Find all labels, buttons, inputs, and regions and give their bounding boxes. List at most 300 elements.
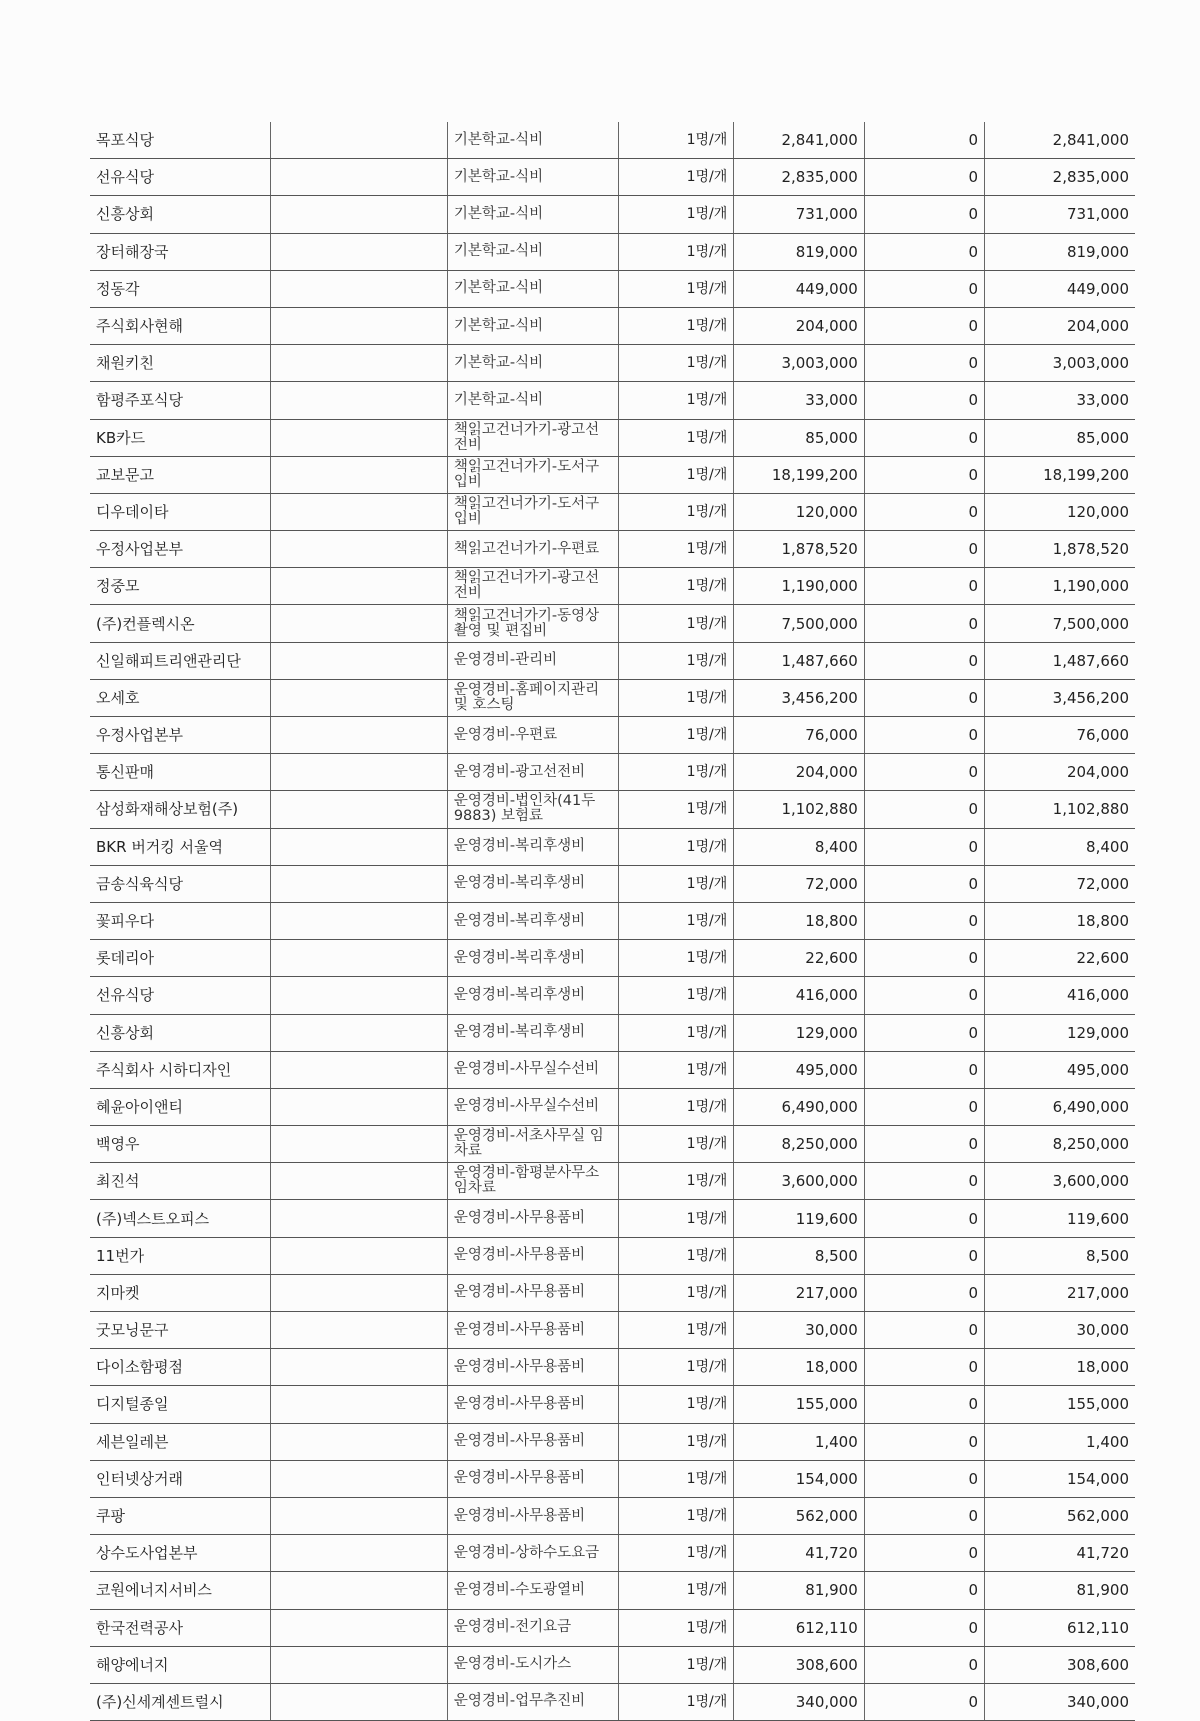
- item-cell: [447, 1126, 618, 1163]
- table-row: [90, 1572, 1135, 1609]
- unit-cell: 1명/개: [619, 1312, 734, 1349]
- item-cell: [447, 122, 618, 159]
- item-cell: [447, 828, 618, 865]
- vendor-cell: 금송식육식당: [90, 865, 271, 902]
- amount-cell: 33,000: [734, 382, 864, 419]
- total-cell: 72,000: [985, 865, 1135, 902]
- table-row: [90, 1535, 1135, 1572]
- vendor-cell: 우정사업본부: [90, 717, 271, 754]
- table-row: [90, 1497, 1135, 1534]
- item-text: 운영경비-사무실수선비: [453, 1098, 600, 1115]
- total-cell: 612,110: [985, 1609, 1135, 1646]
- unit-cell: 1명/개: [619, 717, 734, 754]
- extra-cell: 0: [864, 642, 984, 679]
- amount-cell: 18,199,200: [734, 456, 864, 493]
- unit-cell: 1명/개: [619, 159, 734, 196]
- vendor-cell: 세븐일레븐: [90, 1423, 271, 1460]
- unit-cell: 1명/개: [619, 1200, 734, 1237]
- item-cell: [447, 159, 618, 196]
- item-text: 운영경비-법인차(41두9883) 보험료: [453, 793, 596, 825]
- extra-cell: 0: [864, 456, 984, 493]
- item-text: 운영경비-복리후생비: [453, 949, 586, 966]
- item-text: 운영경비-사무용품비: [453, 1210, 586, 1227]
- vendor-cell: 주식회사현해: [90, 307, 271, 344]
- blank-cell: [271, 196, 447, 233]
- unit-cell: 1명/개: [619, 419, 734, 456]
- unit-cell: 1명/개: [619, 865, 734, 902]
- item-cell: [447, 902, 618, 939]
- blank-cell: [271, 1200, 447, 1237]
- item-cell: [447, 754, 618, 791]
- blank-cell: [271, 1312, 447, 1349]
- extra-cell: 0: [864, 122, 984, 159]
- item-cell: [447, 1051, 618, 1088]
- unit-cell: 1명/개: [619, 642, 734, 679]
- vendor-cell: 꽃피우다: [90, 902, 271, 939]
- item-cell: [447, 1572, 618, 1609]
- blank-cell: [271, 717, 447, 754]
- vendor-cell: 신일해피트리앤관리단: [90, 642, 271, 679]
- expense-rows: [90, 122, 1135, 1721]
- extra-cell: 0: [864, 1126, 984, 1163]
- extra-cell: 0: [864, 568, 984, 605]
- vendor-cell: 디우데이타: [90, 493, 271, 530]
- table-row: [90, 1163, 1135, 1200]
- table-row: [90, 382, 1135, 419]
- item-cell: [447, 1683, 618, 1720]
- table-row: [90, 307, 1135, 344]
- blank-cell: [271, 1349, 447, 1386]
- unit-cell: 1명/개: [619, 1349, 734, 1386]
- extra-cell: 0: [864, 419, 984, 456]
- extra-cell: 0: [864, 1200, 984, 1237]
- vendor-cell: (주)신세계센트럴시: [90, 1683, 271, 1720]
- total-cell: 3,456,200: [985, 679, 1135, 716]
- item-cell: [447, 1497, 618, 1534]
- blank-cell: [271, 1163, 447, 1200]
- total-cell: 18,800: [985, 902, 1135, 939]
- item-cell: [447, 196, 618, 233]
- table-row: [90, 1274, 1135, 1311]
- blank-cell: [271, 419, 447, 456]
- item-cell: [447, 1386, 618, 1423]
- total-cell: 22,600: [985, 940, 1135, 977]
- extra-cell: 0: [864, 1423, 984, 1460]
- item-cell: [447, 1646, 618, 1683]
- vendor-cell: 선유식당: [90, 159, 271, 196]
- vendor-cell: 교보문고: [90, 456, 271, 493]
- table-row: [90, 233, 1135, 270]
- unit-cell: 1명/개: [619, 531, 734, 568]
- total-cell: 3,003,000: [985, 345, 1135, 382]
- vendor-cell: (주)컨플렉시온: [90, 605, 271, 642]
- table-row: [90, 1200, 1135, 1237]
- blank-cell: [271, 345, 447, 382]
- vendor-cell: 롯데리아: [90, 940, 271, 977]
- table-row: [90, 1349, 1135, 1386]
- extra-cell: 0: [864, 679, 984, 716]
- total-cell: 30,000: [985, 1312, 1135, 1349]
- unit-cell: 1명/개: [619, 940, 734, 977]
- item-cell: [447, 1200, 618, 1237]
- amount-cell: 3,003,000: [734, 345, 864, 382]
- total-cell: 1,102,880: [985, 791, 1135, 828]
- extra-cell: 0: [864, 1312, 984, 1349]
- total-cell: 217,000: [985, 1274, 1135, 1311]
- amount-cell: 119,600: [734, 1200, 864, 1237]
- vendor-cell: 정동각: [90, 270, 271, 307]
- amount-cell: 3,456,200: [734, 679, 864, 716]
- amount-cell: 1,102,880: [734, 791, 864, 828]
- total-cell: 8,500: [985, 1237, 1135, 1274]
- amount-cell: 22,600: [734, 940, 864, 977]
- expense-table: [90, 122, 1135, 1721]
- amount-cell: 308,600: [734, 1646, 864, 1683]
- extra-cell: 0: [864, 1237, 984, 1274]
- table-row: [90, 1460, 1135, 1497]
- unit-cell: 1명/개: [619, 382, 734, 419]
- vendor-cell: 주식회사 시하디자인: [90, 1051, 271, 1088]
- extra-cell: 0: [864, 940, 984, 977]
- extra-cell: 0: [864, 382, 984, 419]
- total-cell: 18,000: [985, 1349, 1135, 1386]
- vendor-cell: 백영우: [90, 1126, 271, 1163]
- amount-cell: 30,000: [734, 1312, 864, 1349]
- item-cell: [447, 642, 618, 679]
- blank-cell: [271, 270, 447, 307]
- total-cell: 41,720: [985, 1535, 1135, 1572]
- item-cell: [447, 717, 618, 754]
- blank-cell: [271, 791, 447, 828]
- table-row: [90, 493, 1135, 530]
- table-row: [90, 605, 1135, 642]
- extra-cell: 0: [864, 1535, 984, 1572]
- table-row: [90, 1237, 1135, 1274]
- item-text: 운영경비-사무용품비: [453, 1433, 586, 1450]
- amount-cell: 204,000: [734, 754, 864, 791]
- extra-cell: 0: [864, 1014, 984, 1051]
- item-text: 운영경비-함평분사무소 임차료: [453, 1165, 600, 1197]
- total-cell: 8,400: [985, 828, 1135, 865]
- total-cell: 18,199,200: [985, 456, 1135, 493]
- amount-cell: 416,000: [734, 977, 864, 1014]
- item-cell: [447, 531, 618, 568]
- amount-cell: 155,000: [734, 1386, 864, 1423]
- vendor-cell: 쿠팡: [90, 1497, 271, 1534]
- unit-cell: 1명/개: [619, 679, 734, 716]
- total-cell: 1,487,660: [985, 642, 1135, 679]
- unit-cell: 1명/개: [619, 345, 734, 382]
- total-cell: 76,000: [985, 717, 1135, 754]
- amount-cell: 340,000: [734, 1683, 864, 1720]
- amount-cell: 18,000: [734, 1349, 864, 1386]
- item-cell: [447, 1088, 618, 1125]
- blank-cell: [271, 493, 447, 530]
- vendor-cell: 목포식당: [90, 122, 271, 159]
- blank-cell: [271, 828, 447, 865]
- blank-cell: [271, 1423, 447, 1460]
- extra-cell: 0: [864, 270, 984, 307]
- unit-cell: 1명/개: [619, 1274, 734, 1311]
- item-cell: [447, 307, 618, 344]
- table-row: [90, 159, 1135, 196]
- table-row: [90, 717, 1135, 754]
- amount-cell: 81,900: [734, 1572, 864, 1609]
- amount-cell: 18,800: [734, 902, 864, 939]
- table-row: [90, 1609, 1135, 1646]
- extra-cell: 0: [864, 1572, 984, 1609]
- amount-cell: 129,000: [734, 1014, 864, 1051]
- total-cell: 819,000: [985, 233, 1135, 270]
- total-cell: 81,900: [985, 1572, 1135, 1609]
- unit-cell: 1명/개: [619, 1535, 734, 1572]
- vendor-cell: 인터넷상거래: [90, 1460, 271, 1497]
- amount-cell: 72,000: [734, 865, 864, 902]
- vendor-cell: 통신판매: [90, 754, 271, 791]
- table-row: [90, 1386, 1135, 1423]
- unit-cell: 1명/개: [619, 902, 734, 939]
- amount-cell: 495,000: [734, 1051, 864, 1088]
- item-text: 운영경비-서초사무실 임차료: [453, 1128, 604, 1160]
- amount-cell: 8,400: [734, 828, 864, 865]
- vendor-cell: 정중모: [90, 568, 271, 605]
- blank-cell: [271, 1237, 447, 1274]
- total-cell: 1,878,520: [985, 531, 1135, 568]
- extra-cell: 0: [864, 1349, 984, 1386]
- blank-cell: [271, 159, 447, 196]
- item-text: 운영경비-광고선전비: [453, 763, 586, 780]
- blank-cell: [271, 865, 447, 902]
- amount-cell: 41,720: [734, 1535, 864, 1572]
- amount-cell: 154,000: [734, 1460, 864, 1497]
- item-text: 운영경비-복리후생비: [453, 986, 586, 1003]
- extra-cell: 0: [864, 307, 984, 344]
- unit-cell: 1명/개: [619, 270, 734, 307]
- table-row: [90, 865, 1135, 902]
- extra-cell: 0: [864, 902, 984, 939]
- blank-cell: [271, 940, 447, 977]
- vendor-cell: 해양에너지: [90, 1646, 271, 1683]
- extra-cell: 0: [864, 493, 984, 530]
- item-cell: [447, 865, 618, 902]
- extra-cell: 0: [864, 531, 984, 568]
- table-row: [90, 568, 1135, 605]
- unit-cell: 1명/개: [619, 196, 734, 233]
- total-cell: 3,600,000: [985, 1163, 1135, 1200]
- item-text: 운영경비-전기요금: [453, 1619, 572, 1636]
- amount-cell: 449,000: [734, 270, 864, 307]
- item-cell: [447, 493, 618, 530]
- extra-cell: 0: [864, 1497, 984, 1534]
- unit-cell: 1명/개: [619, 1460, 734, 1497]
- amount-cell: 2,835,000: [734, 159, 864, 196]
- vendor-cell: 우정사업본부: [90, 531, 271, 568]
- vendor-cell: 디지털종일: [90, 1386, 271, 1423]
- extra-cell: 0: [864, 791, 984, 828]
- blank-cell: [271, 1274, 447, 1311]
- item-cell: [447, 1460, 618, 1497]
- unit-cell: 1명/개: [619, 568, 734, 605]
- extra-cell: 0: [864, 1274, 984, 1311]
- unit-cell: 1명/개: [619, 754, 734, 791]
- item-text: 기본학교-식비: [453, 243, 544, 260]
- extra-cell: 0: [864, 1460, 984, 1497]
- vendor-cell: KB카드: [90, 419, 271, 456]
- item-text: 기본학교-식비: [453, 354, 544, 371]
- amount-cell: 85,000: [734, 419, 864, 456]
- item-cell: [447, 1163, 618, 1200]
- item-text: 책읽고건너가기-도서구입비: [453, 458, 600, 490]
- item-text: 운영경비-사무용품비: [453, 1284, 586, 1301]
- item-cell: [447, 1274, 618, 1311]
- vendor-cell: 삼성화재해상보험(주): [90, 791, 271, 828]
- blank-cell: [271, 1646, 447, 1683]
- vendor-cell: 한국전력공사: [90, 1609, 271, 1646]
- blank-cell: [271, 1683, 447, 1720]
- item-cell: [447, 382, 618, 419]
- item-cell: [447, 1014, 618, 1051]
- amount-cell: 1,487,660: [734, 642, 864, 679]
- item-text: 운영경비-수도광열비: [453, 1581, 586, 1598]
- blank-cell: [271, 1535, 447, 1572]
- total-cell: 120,000: [985, 493, 1135, 530]
- unit-cell: 1명/개: [619, 1163, 734, 1200]
- unit-cell: 1명/개: [619, 456, 734, 493]
- total-cell: 8,250,000: [985, 1126, 1135, 1163]
- item-cell: [447, 1535, 618, 1572]
- amount-cell: 1,400: [734, 1423, 864, 1460]
- vendor-cell: 11번가: [90, 1237, 271, 1274]
- item-text: 운영경비-사무용품비: [453, 1358, 586, 1375]
- vendor-cell: 신흥상회: [90, 1014, 271, 1051]
- item-text: 기본학교-식비: [453, 131, 544, 148]
- unit-cell: 1명/개: [619, 233, 734, 270]
- total-cell: 204,000: [985, 307, 1135, 344]
- unit-cell: 1명/개: [619, 307, 734, 344]
- unit-cell: 1명/개: [619, 791, 734, 828]
- blank-cell: [271, 1460, 447, 1497]
- extra-cell: 0: [864, 605, 984, 642]
- item-cell: [447, 1609, 618, 1646]
- item-cell: [447, 456, 618, 493]
- blank-cell: [271, 382, 447, 419]
- table-row: [90, 791, 1135, 828]
- vendor-cell: (주)넥스트오피스: [90, 1200, 271, 1237]
- item-text: 기본학교-식비: [453, 205, 544, 222]
- blank-cell: [271, 233, 447, 270]
- vendor-cell: 다이소함평점: [90, 1349, 271, 1386]
- amount-cell: 1,878,520: [734, 531, 864, 568]
- item-cell: [447, 233, 618, 270]
- item-text: 책읽고건너가기-광고선전비: [453, 570, 600, 602]
- item-text: 책읽고건너가기-우편료: [453, 540, 600, 557]
- table-row: [90, 456, 1135, 493]
- blank-cell: [271, 1609, 447, 1646]
- amount-cell: 204,000: [734, 307, 864, 344]
- amount-cell: 562,000: [734, 1497, 864, 1534]
- item-cell: [447, 977, 618, 1014]
- extra-cell: 0: [864, 717, 984, 754]
- item-cell: [447, 1349, 618, 1386]
- unit-cell: 1명/개: [619, 1572, 734, 1609]
- item-text: 책읽고건너가기-도서구입비: [453, 495, 600, 527]
- unit-cell: 1명/개: [619, 828, 734, 865]
- unit-cell: 1명/개: [619, 122, 734, 159]
- item-cell: [447, 1237, 618, 1274]
- extra-cell: 0: [864, 1163, 984, 1200]
- blank-cell: [271, 122, 447, 159]
- table-row: [90, 1014, 1135, 1051]
- blank-cell: [271, 902, 447, 939]
- item-text: 운영경비-복리후생비: [453, 1024, 586, 1041]
- table-row: [90, 828, 1135, 865]
- total-cell: 495,000: [985, 1051, 1135, 1088]
- unit-cell: 1명/개: [619, 1014, 734, 1051]
- extra-cell: 0: [864, 1683, 984, 1720]
- item-text: 운영경비-우편료: [453, 726, 558, 743]
- table-row: [90, 196, 1135, 233]
- vendor-cell: 상수도사업본부: [90, 1535, 271, 1572]
- amount-cell: 8,500: [734, 1237, 864, 1274]
- table-row: [90, 1051, 1135, 1088]
- item-cell: [447, 940, 618, 977]
- item-cell: [447, 270, 618, 307]
- vendor-cell: 혜윤아이앤티: [90, 1088, 271, 1125]
- total-cell: 1,400: [985, 1423, 1135, 1460]
- blank-cell: [271, 1088, 447, 1125]
- total-cell: 33,000: [985, 382, 1135, 419]
- table-row: [90, 754, 1135, 791]
- item-text: 운영경비-사무용품비: [453, 1247, 586, 1264]
- vendor-cell: 코원에너지서비스: [90, 1572, 271, 1609]
- total-cell: 85,000: [985, 419, 1135, 456]
- amount-cell: 217,000: [734, 1274, 864, 1311]
- extra-cell: 0: [864, 1609, 984, 1646]
- table-row: [90, 1646, 1135, 1683]
- amount-cell: 8,250,000: [734, 1126, 864, 1163]
- amount-cell: 6,490,000: [734, 1088, 864, 1125]
- amount-cell: 731,000: [734, 196, 864, 233]
- item-text: 운영경비-사무실수선비: [453, 1061, 600, 1078]
- amount-cell: 120,000: [734, 493, 864, 530]
- extra-cell: 0: [864, 1051, 984, 1088]
- vendor-cell: 최진석: [90, 1163, 271, 1200]
- item-text: 운영경비-업무추진비: [453, 1693, 586, 1710]
- blank-cell: [271, 307, 447, 344]
- item-cell: [447, 791, 618, 828]
- extra-cell: 0: [864, 1088, 984, 1125]
- item-text: 운영경비-홈페이지관리 및 호스팅: [453, 681, 600, 713]
- extra-cell: 0: [864, 1646, 984, 1683]
- blank-cell: [271, 1386, 447, 1423]
- table-row: [90, 1088, 1135, 1125]
- item-text: 운영경비-관리비: [453, 652, 558, 669]
- vendor-cell: 굿모닝문구: [90, 1312, 271, 1349]
- extra-cell: 0: [864, 828, 984, 865]
- total-cell: 731,000: [985, 196, 1135, 233]
- blank-cell: [271, 642, 447, 679]
- vendor-cell: BKR 버거킹 서울역: [90, 828, 271, 865]
- unit-cell: 1명/개: [619, 1051, 734, 1088]
- item-text: 운영경비-사무용품비: [453, 1395, 586, 1412]
- amount-cell: 76,000: [734, 717, 864, 754]
- table-row: [90, 531, 1135, 568]
- item-text: 운영경비-사무용품비: [453, 1507, 586, 1524]
- total-cell: 119,600: [985, 1200, 1135, 1237]
- blank-cell: [271, 1572, 447, 1609]
- blank-cell: [271, 977, 447, 1014]
- extra-cell: 0: [864, 754, 984, 791]
